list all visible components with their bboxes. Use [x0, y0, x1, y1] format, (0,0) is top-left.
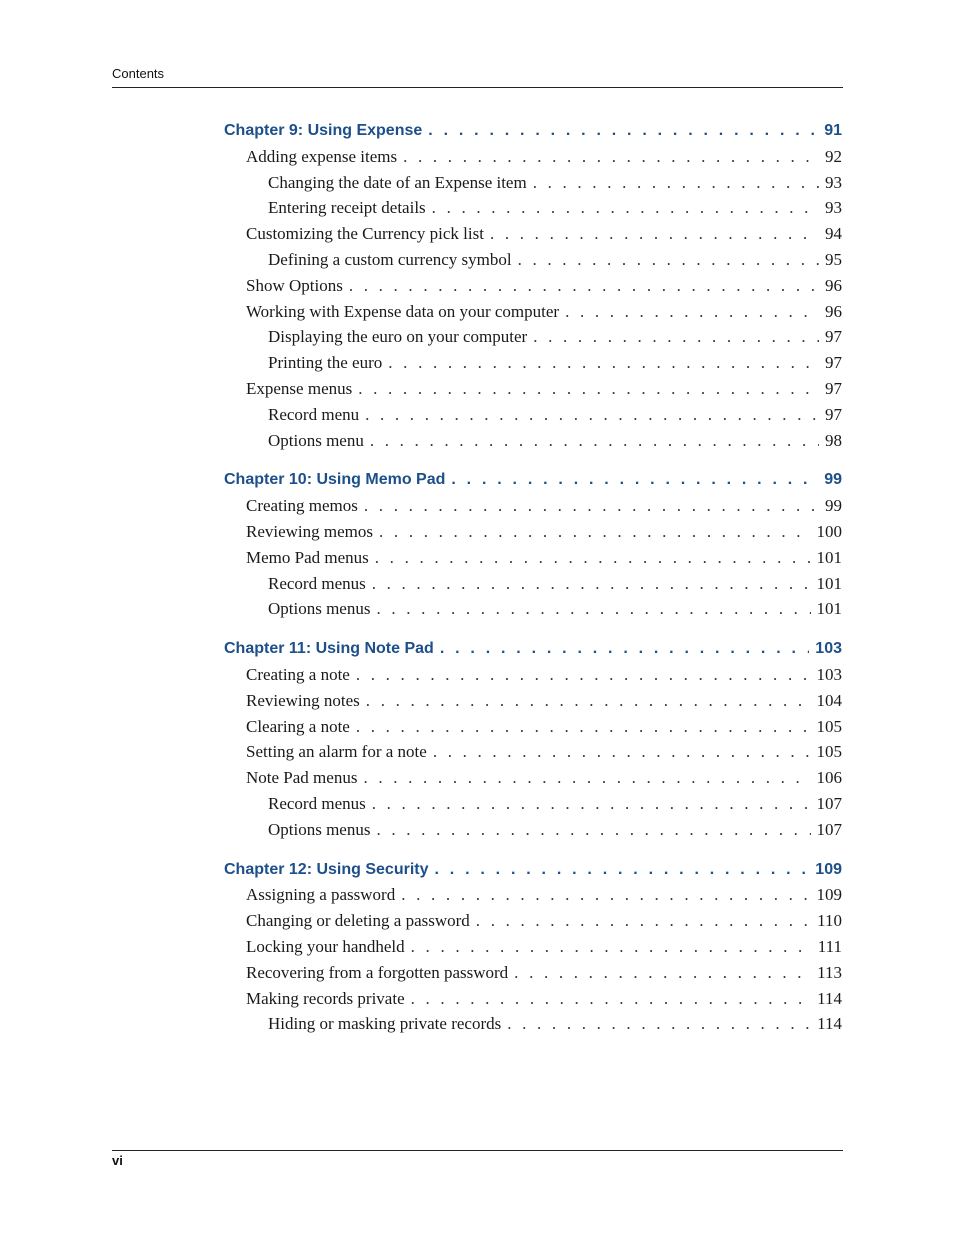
dot-leader: [375, 545, 811, 571]
toc-entry-page: 97: [825, 327, 842, 347]
chapter-block: [224, 118, 842, 453]
toc-entry[interactable]: [224, 791, 842, 817]
toc-entry-title: Defining a custom currency symbol: [268, 249, 512, 269]
dot-leader: [403, 144, 819, 170]
dot-leader: [364, 493, 819, 519]
toc-entry-page: 96: [825, 275, 842, 295]
toc-entry-title: Displaying the euro on your computer: [268, 327, 528, 347]
toc-entry-page: 97: [825, 353, 842, 373]
toc-entry[interactable]: [224, 571, 842, 597]
toc-entry-title: Recovering from a forgotten password: [246, 962, 509, 982]
dot-leader: [363, 765, 810, 791]
toc-entry-page: 100: [816, 521, 842, 541]
toc-entry[interactable]: [224, 221, 842, 247]
dot-leader: [376, 817, 810, 843]
toc-entry[interactable]: [224, 714, 842, 740]
toc-entry-title: Chapter 12: Using Security: [224, 860, 429, 878]
toc-entry-page: 110: [817, 911, 842, 931]
toc-entry-title: Assigning a password: [246, 885, 396, 905]
toc-entry[interactable]: [224, 299, 842, 325]
toc-entry-page: 101: [816, 599, 842, 619]
toc-entry-title: Record menu: [268, 404, 360, 424]
toc-entry[interactable]: [224, 324, 842, 350]
toc-entry-title: Adding expense items: [246, 146, 398, 166]
chapter-block: [224, 467, 842, 622]
toc-entry[interactable]: [224, 596, 842, 622]
toc-entry-title: Record menus: [268, 573, 366, 593]
toc-entry-title: Chapter 9: Using Expense: [224, 122, 423, 139]
chapter-heading[interactable]: [224, 636, 842, 662]
toc-entry[interactable]: [224, 817, 842, 843]
dot-leader: [372, 571, 811, 597]
toc-entry-title: Chapter 10: Using Memo Pad: [224, 471, 446, 489]
dot-leader: [376, 596, 810, 622]
toc-entry-page: 111: [817, 936, 842, 956]
toc-entry[interactable]: [224, 195, 842, 221]
toc-entry-title: Locking your handheld: [246, 936, 405, 956]
toc-entry-title: Options menu: [268, 430, 364, 450]
toc-entry-title: Chapter 11: Using Note Pad: [224, 640, 434, 658]
dot-leader: [365, 402, 819, 428]
toc-entry-title: Options menus: [268, 819, 371, 839]
toc-entry-title: Memo Pad menus: [246, 547, 369, 567]
toc-entry-page: 106: [816, 768, 842, 788]
toc-entry-title: Show Options: [246, 275, 343, 295]
dot-leader: [370, 428, 819, 454]
dot-leader: [476, 908, 811, 934]
toc-entry[interactable]: [224, 402, 842, 428]
toc-entry-page: 92: [825, 146, 842, 166]
toc-entry-page: 91: [824, 122, 842, 139]
toc-entry-page: 101: [816, 547, 842, 567]
dot-leader: [356, 714, 811, 740]
toc-entry-title: Setting an alarm for a note: [246, 742, 427, 762]
dot-leader: [435, 857, 810, 883]
toc-entry[interactable]: [224, 144, 842, 170]
dot-leader: [432, 195, 819, 221]
running-header: Contents: [112, 66, 165, 81]
toc-entry-page: 103: [816, 664, 842, 684]
toc-entry-page: 109: [816, 885, 842, 905]
toc-entry-title: Hiding or masking private records: [268, 1014, 502, 1034]
toc-entry-page: 114: [817, 1014, 842, 1034]
toc-entry-title: Entering receipt details: [268, 198, 426, 218]
header-rule: [112, 87, 843, 88]
toc-entry-page: 99: [824, 471, 842, 489]
toc-entry-page: 113: [817, 962, 842, 982]
toc-entry[interactable]: [224, 739, 842, 765]
toc-entry-title: Changing or deleting a password: [246, 911, 470, 931]
toc-entry-title: Creating a note: [246, 664, 350, 684]
dot-leader: [518, 247, 819, 273]
toc-entry-page: 105: [816, 716, 842, 736]
toc-entry-title: Reviewing memos: [246, 521, 374, 541]
toc-entry-page: 97: [825, 378, 842, 398]
dot-leader: [356, 662, 811, 688]
dot-leader: [388, 350, 819, 376]
page-number: vi: [112, 1153, 123, 1168]
toc-entry[interactable]: [224, 170, 842, 196]
toc-entry[interactable]: [224, 428, 842, 454]
dot-leader: [565, 299, 819, 325]
toc-entry[interactable]: [224, 519, 842, 545]
dot-leader: [433, 739, 811, 765]
toc-entry-page: 109: [815, 860, 842, 878]
dot-leader: [349, 273, 819, 299]
toc-entry-page: 104: [816, 690, 842, 710]
toc-entry[interactable]: [224, 247, 842, 273]
toc-entry-page: 114: [817, 988, 842, 1008]
toc-entry-page: 93: [825, 172, 842, 192]
table-of-contents: [224, 118, 842, 1051]
dot-leader: [366, 688, 811, 714]
toc-entry-title: Record menus: [268, 793, 366, 813]
toc-entry[interactable]: [224, 493, 842, 519]
toc-entry[interactable]: [224, 1011, 842, 1037]
dot-leader: [358, 376, 819, 402]
toc-entry-title: Working with Expense data on your computer: [246, 301, 560, 321]
toc-entry-title: Expense menus: [246, 378, 353, 398]
toc-entry-page: 99: [825, 496, 842, 516]
toc-entry-page: 107: [816, 819, 842, 839]
chapter-block: [224, 636, 842, 842]
dot-leader: [451, 467, 818, 493]
toc-entry-title: Customizing the Currency pick list: [246, 224, 484, 244]
toc-entry-page: 96: [825, 301, 842, 321]
toc-entry[interactable]: [224, 934, 842, 960]
toc-entry[interactable]: [224, 765, 842, 791]
chapter-heading[interactable]: [224, 857, 842, 883]
toc-entry-page: 107: [816, 793, 842, 813]
toc-entry-title: Reviewing notes: [246, 690, 360, 710]
toc-entry-page: 95: [825, 249, 842, 269]
toc-entry[interactable]: [224, 545, 842, 571]
toc-entry-title: Making records private: [246, 988, 405, 1008]
toc-entry-page: 98: [825, 430, 842, 450]
toc-entry-page: 94: [825, 224, 842, 244]
toc-entry-title: Note Pad menus: [246, 768, 358, 788]
dot-leader: [411, 986, 812, 1012]
dot-leader: [428, 118, 818, 144]
toc-entry[interactable]: [224, 273, 842, 299]
dot-leader: [507, 1011, 811, 1037]
toc-entry[interactable]: [224, 882, 842, 908]
toc-entry[interactable]: [224, 662, 842, 688]
toc-entry[interactable]: [224, 688, 842, 714]
toc-entry-page: 105: [816, 742, 842, 762]
dot-leader: [533, 170, 819, 196]
dot-leader: [514, 960, 811, 986]
dot-leader: [379, 519, 810, 545]
footer-rule: [112, 1150, 843, 1151]
toc-entry-title: Changing the date of an Expense item: [268, 172, 527, 192]
chapter-heading[interactable]: [224, 467, 842, 493]
dot-leader: [440, 636, 809, 662]
toc-entry[interactable]: [224, 986, 842, 1012]
toc-entry[interactable]: [224, 908, 842, 934]
toc-entry-title: Options menus: [268, 599, 371, 619]
dot-leader: [401, 882, 810, 908]
toc-entry-title: Printing the euro: [268, 353, 383, 373]
toc-entry-page: 101: [816, 573, 842, 593]
dot-leader: [411, 934, 812, 960]
toc-entry[interactable]: [224, 960, 842, 986]
chapter-heading[interactable]: [224, 118, 842, 144]
dot-leader: [490, 221, 819, 247]
toc-entry-title: Creating memos: [246, 496, 358, 516]
dot-leader: [372, 791, 811, 817]
toc-entry-page: 97: [825, 404, 842, 424]
toc-entry-page: 93: [825, 198, 842, 218]
toc-entry[interactable]: [224, 350, 842, 376]
toc-entry-page: 103: [815, 640, 842, 658]
dot-leader: [533, 324, 819, 350]
chapter-block: [224, 857, 842, 1038]
toc-entry[interactable]: [224, 376, 842, 402]
toc-entry-title: Clearing a note: [246, 716, 350, 736]
